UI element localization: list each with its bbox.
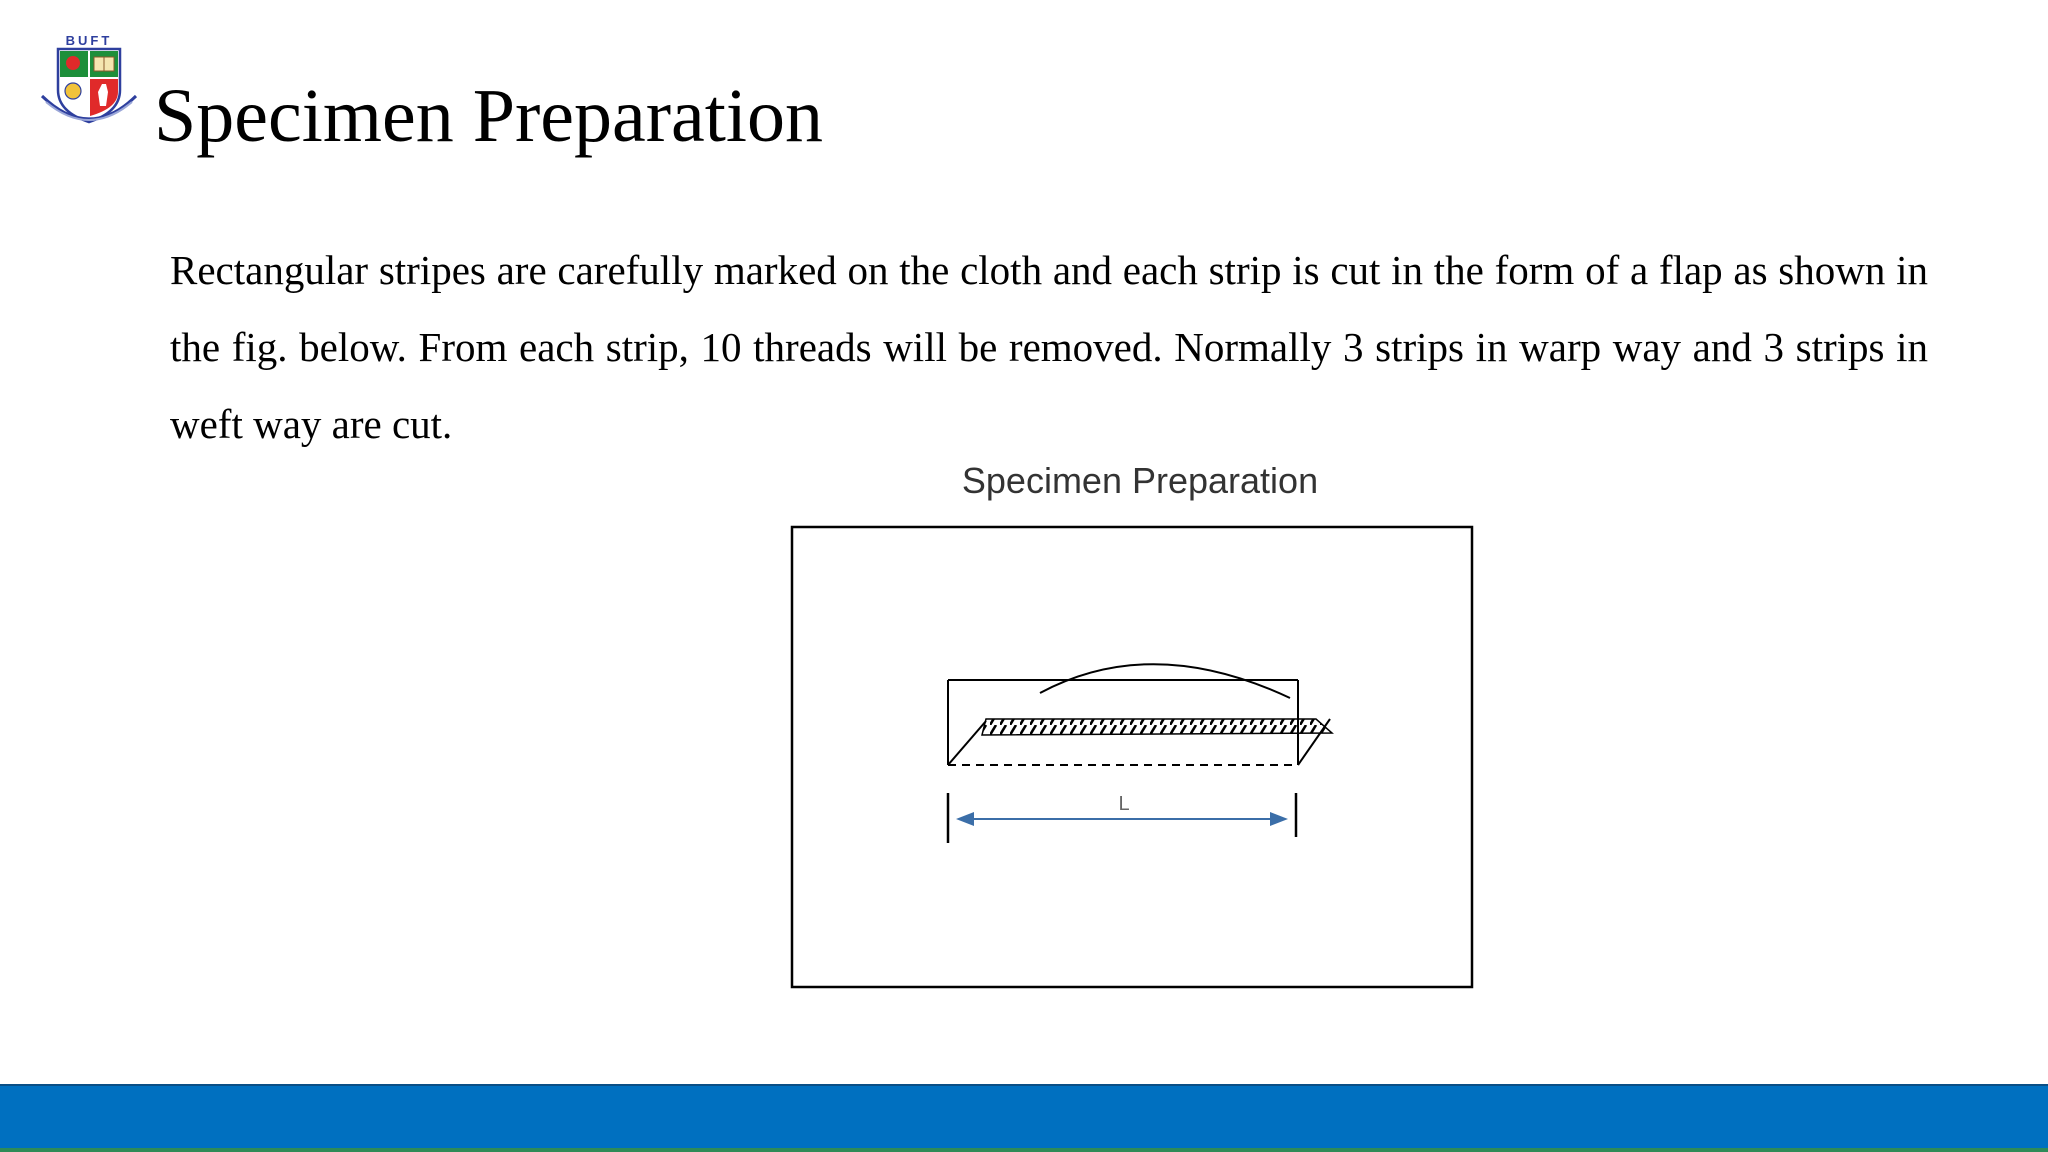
page-title: Specimen Preparation — [154, 74, 824, 158]
flap-hatched — [982, 719, 1332, 735]
specimen-diagram — [790, 525, 1474, 989]
figure-title: Specimen Preparation — [961, 460, 1319, 501]
university-crest-icon — [36, 32, 142, 132]
specimen-figure — [790, 452, 1490, 1002]
figure-frame — [792, 527, 1472, 987]
length-label: L — [1118, 793, 1130, 815]
logo-text: BUFT — [65, 33, 113, 48]
footer-accent-line — [0, 1148, 2048, 1152]
footer-bar — [0, 1084, 2048, 1150]
body-paragraph: Rectangular stripes are carefully marked on the cloth and each strip is cut in the form of a flap as shown in the fig. below. From each strip, 10 threads will be removed. Normally 3 strips in warp way and 3 strips in weft way are cut. — [170, 247, 1928, 447]
